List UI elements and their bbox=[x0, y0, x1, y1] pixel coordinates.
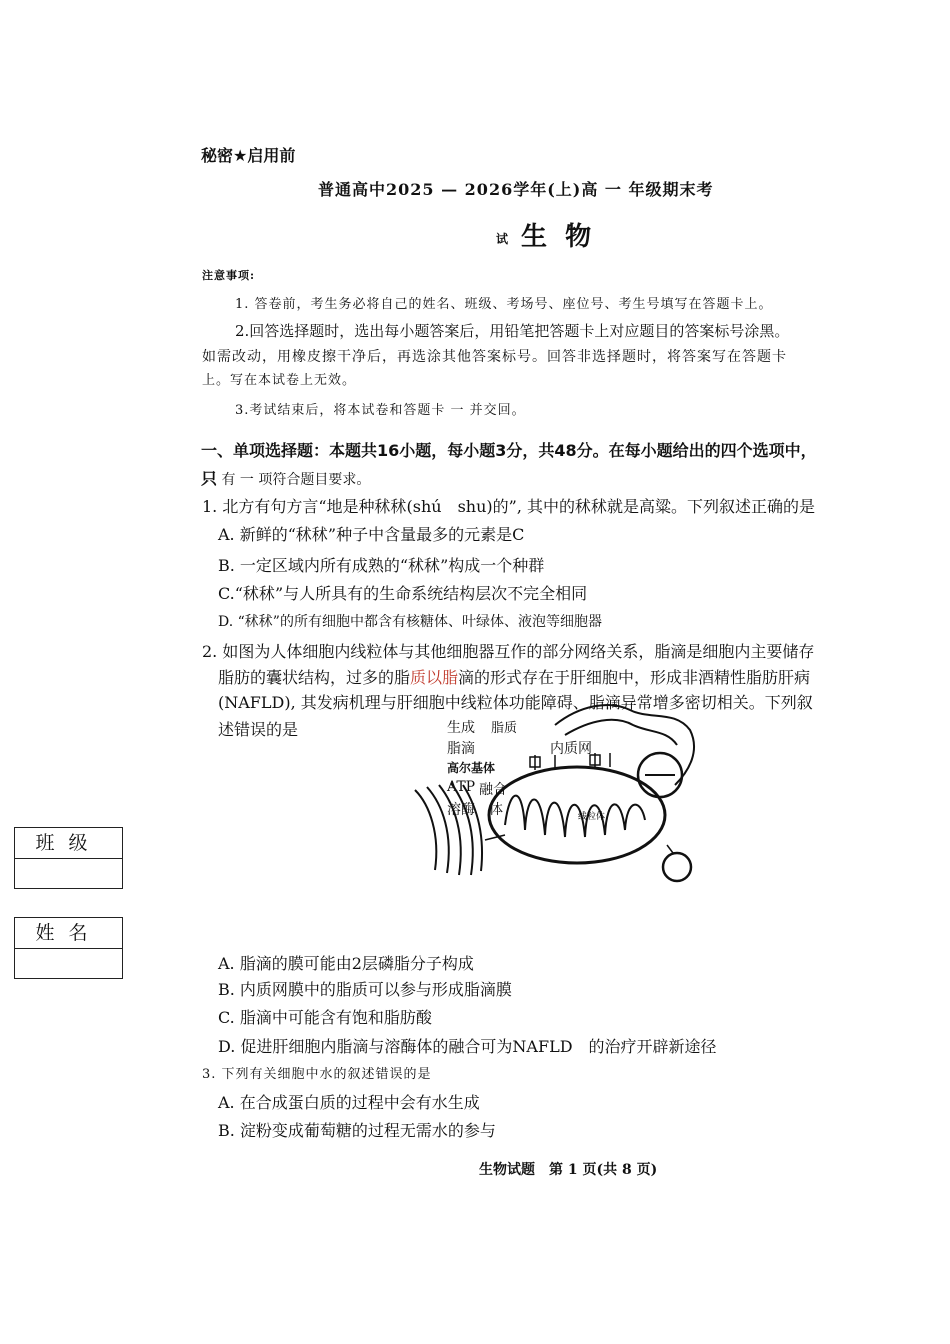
link-line bbox=[667, 845, 673, 853]
notice-item-2: 2.回答选择题时，选出每小题答案后，用铅笔把答题卡上对应题目的答案标号涂黑。 bbox=[235, 322, 790, 340]
mitochondrion-cristae bbox=[505, 796, 645, 837]
q2-option-c: C. 脂滴中可能含有饱和脂肪酸 bbox=[218, 1008, 432, 1027]
q2-stem-4: 述错误的是 bbox=[218, 720, 299, 739]
notice-heading: 注意事项: bbox=[202, 269, 256, 282]
fig-label-fusion: 融合 bbox=[479, 782, 507, 798]
golgi-stack bbox=[415, 790, 436, 870]
q3-stem: 3. 下列有关细胞中水的叙述错误的是 bbox=[202, 1067, 432, 1082]
subject-prefix: 试 bbox=[496, 232, 509, 246]
golgi-stack bbox=[427, 787, 449, 873]
name-box bbox=[14, 917, 123, 979]
class-field[interactable] bbox=[15, 859, 122, 888]
lysosome bbox=[663, 853, 691, 881]
q2-option-a: A. 脂滴的膜可能由2层磷脂分子构成 bbox=[218, 954, 474, 973]
notice-item-1: 1. 答卷前，考生务必将自己的姓名、班级、考场号、座位号、考生号填写在答题卡上。 bbox=[235, 297, 773, 312]
section-heading: 一、单项选择题：本题共16小题，每小题3分，共48分。在每小题给出的四个选项中， bbox=[201, 441, 817, 460]
section-heading-2 bbox=[201, 466, 370, 489]
exam-title: 普通高中2025 — 2026学年(上)高 一 年级期末考 bbox=[318, 180, 714, 199]
q2-option-b: B. 内质网膜中的脂质可以参与形成脂滴膜 bbox=[218, 980, 512, 999]
q1-option-a: A. 新鲜的“秫秫”种子中含量最多的元素是C bbox=[218, 525, 525, 544]
fig-label-generate: 生成 bbox=[447, 720, 475, 736]
organelle-figure bbox=[405, 695, 710, 890]
fig-label-golgi: 高尔基体 bbox=[447, 761, 496, 775]
fig-label-lipid: 脂质 bbox=[491, 721, 518, 736]
notice-item-3: 3.考试结束后，将本试卷和答题卡 一 并交回。 bbox=[235, 403, 526, 418]
subject-title: 生 物 bbox=[521, 222, 592, 252]
name-label: 姓名 bbox=[15, 918, 122, 949]
fig-label-droplet: 脂滴 bbox=[447, 741, 475, 757]
fig-label-body: 体 bbox=[489, 802, 503, 818]
page-footer: 生物试题 第 1 页(共 8 页) bbox=[479, 1162, 658, 1178]
fig-label-lysosome: 溶酶 bbox=[447, 802, 475, 818]
q3-option-a: A. 在合成蛋白质的过程中会有水生成 bbox=[218, 1093, 480, 1112]
name-field[interactable] bbox=[15, 949, 122, 978]
q1-option-d: D. “秫秫”的所有细胞中都含有核糖体、叶绿体、液泡等细胞器 bbox=[218, 614, 602, 630]
secret-label: 秘密★启用前 bbox=[201, 146, 296, 165]
q1-option-b: B. 一定区域内所有成熟的“秫秫”构成一个种群 bbox=[218, 556, 545, 575]
class-label: 班级 bbox=[15, 828, 122, 859]
q2-stem-2b: 滴的形式存在于肝细胞中，形成非酒精性脂肪肝病 bbox=[458, 668, 811, 687]
q2-stem-2 bbox=[218, 665, 810, 688]
fig-label-er: 内质网 bbox=[550, 741, 592, 757]
q2-option-d: D. 促进肝细胞内脂滴与溶酶体的融合可为NAFLD 的治疗开辟新途径 bbox=[218, 1037, 717, 1056]
notice-item-2-cont: 如需改动，用橡皮擦干净后，再选涂其他答案标号。回答非选择题时，将答案写在答题卡 bbox=[202, 349, 787, 365]
q1-option-c: C.“秫秫”与人所具有的生命系统结构层次不完全相同 bbox=[218, 584, 588, 603]
notice-item-2-end: 上。写在本试卷上无效。 bbox=[202, 373, 357, 388]
q3-option-b: B. 淀粉变成葡萄糖的过程无需水的参与 bbox=[218, 1121, 496, 1140]
q2-stem-1: 2. 如图为人体细胞内线粒体与其他细胞器互作的部分网络关系，脂滴是细胞内主要储存 bbox=[202, 642, 815, 661]
q2-stem-2a: 脂肪的囊状结构，过多的脂 bbox=[218, 668, 411, 687]
mito-label: 线粒体 bbox=[578, 812, 606, 822]
section-requirement: 有 一 项符合题目要求。 bbox=[217, 472, 371, 488]
fig-label-atp: ATP bbox=[447, 779, 476, 795]
q1-stem: 1. 北方有句方言“地是种秫秫(shú shu)的”, 其中的秫秫就是高粱。下列叙述正确的是 bbox=[202, 497, 816, 516]
q2-stem-red: 质以脂 bbox=[410, 668, 459, 687]
class-box bbox=[14, 827, 123, 889]
section-only: 只 bbox=[201, 469, 218, 488]
q2-stem-3: (NAFLD), 其发病机理与肝细胞中线粒体功能障碍、脂滴异常增多密切相关。下列叙 bbox=[218, 693, 813, 712]
